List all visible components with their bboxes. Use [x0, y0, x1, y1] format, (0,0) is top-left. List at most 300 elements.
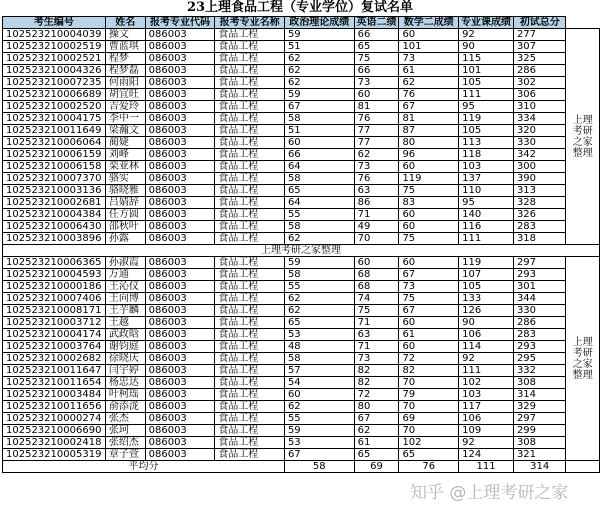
table-row	[3, 425, 600, 437]
table-cell: 086003	[145, 401, 215, 413]
table-cell: 58	[284, 113, 354, 125]
candidate-id-cell: 102523210011656	[3, 401, 106, 413]
table-cell: 77	[354, 137, 399, 149]
name-cell: 王越	[105, 317, 145, 329]
table-cell: 70	[399, 401, 459, 413]
table-cell: 59	[284, 89, 354, 101]
table-cell: 66	[284, 149, 354, 161]
table-cell: 086003	[145, 209, 215, 221]
table-cell: 115	[459, 53, 514, 65]
table-row	[3, 281, 600, 293]
table-cell: 71	[354, 341, 399, 353]
table-cell: 食品工程	[215, 65, 285, 77]
table-cell: 53	[284, 329, 354, 341]
table-row	[3, 341, 600, 353]
name-cell: 操文	[105, 29, 145, 41]
name-cell: 吕婧辞	[105, 197, 145, 209]
table-cell: 食品工程	[215, 269, 285, 281]
table-row	[3, 293, 600, 305]
table-row	[3, 161, 600, 173]
table-cell: 80	[399, 137, 459, 149]
table-cell: 086003	[145, 77, 215, 89]
table-cell: 63	[354, 185, 399, 197]
table-cell: 111	[459, 89, 514, 101]
table-cell: 60	[284, 389, 354, 401]
table-cell: 342	[513, 149, 566, 161]
table-cell: 67	[399, 269, 459, 281]
average-value-cell: 111	[459, 461, 514, 473]
table-cell: 60	[399, 161, 459, 173]
table-cell: 69	[399, 413, 459, 425]
table-cell: 62	[284, 293, 354, 305]
table-cell: 食品工程	[215, 425, 285, 437]
name-cell: 闫宇婷	[105, 365, 145, 377]
candidate-id-cell: 102523210004593	[3, 269, 106, 281]
table-cell: 086003	[145, 449, 215, 461]
table-cell: 55	[284, 413, 354, 425]
document-title: 23上理食品工程（专业学位）复试名单	[186, 0, 414, 15]
table-row	[3, 101, 600, 113]
candidate-id-cell: 102523210000186	[3, 281, 106, 293]
name-cell: 章子萱	[105, 449, 145, 461]
table-cell: 95	[459, 197, 514, 209]
table-cell: 73	[354, 161, 399, 173]
candidate-id-cell: 102523210004384	[3, 209, 106, 221]
table-cell: 62	[284, 65, 354, 77]
table-row	[3, 377, 600, 389]
table-cell: 75	[399, 293, 459, 305]
candidate-id-cell: 102523210011647	[3, 365, 106, 377]
side-note-text: 考研	[572, 125, 593, 137]
table-cell: 086003	[145, 305, 215, 317]
candidate-id-cell: 102523210006689	[3, 89, 106, 101]
candidate-id-cell: 102523210002418	[3, 437, 106, 449]
table-cell: 300	[513, 161, 566, 173]
table-cell: 食品工程	[215, 257, 285, 269]
table-row	[3, 137, 600, 149]
table-cell: 086003	[145, 29, 215, 41]
table-cell: 329	[513, 401, 566, 413]
table-cell: 49	[354, 221, 399, 233]
table-cell: 73	[354, 353, 399, 365]
table-cell: 食品工程	[215, 161, 285, 173]
table-cell: 086003	[145, 89, 215, 101]
table-cell: 390	[513, 173, 566, 185]
table-cell: 086003	[145, 101, 215, 113]
table-row	[3, 233, 600, 245]
table-cell: 食品工程	[215, 173, 285, 185]
candidate-id-cell: 102523210004326	[3, 65, 106, 77]
table-cell: 297	[513, 413, 566, 425]
table-cell: 111	[459, 365, 514, 377]
name-cell: 梁瀚文	[105, 125, 145, 137]
table-cell: 62	[284, 53, 354, 65]
table-cell: 食品工程	[215, 293, 285, 305]
table-cell: 116	[459, 221, 514, 233]
table-cell: 食品工程	[215, 29, 285, 41]
candidate-id-cell: 102523210011654	[3, 377, 106, 389]
table-cell: 58	[284, 173, 354, 185]
table-cell: 302	[513, 77, 566, 89]
table-cell: 293	[513, 341, 566, 353]
table-cell: 86	[354, 197, 399, 209]
table-cell: 086003	[145, 329, 215, 341]
table-cell: 286	[513, 317, 566, 329]
table-cell: 55	[284, 209, 354, 221]
table-cell: 306	[513, 89, 566, 101]
table-cell: 60	[399, 317, 459, 329]
table-row	[3, 317, 600, 329]
table-cell: 80	[354, 401, 399, 413]
table-cell: 299	[513, 425, 566, 437]
header-cell: 专业课成绩	[459, 17, 514, 29]
table-cell: 71	[354, 209, 399, 221]
table-cell: 77	[354, 125, 399, 137]
table-cell: 62	[284, 305, 354, 317]
candidate-id-cell: 102523210007406	[3, 293, 106, 305]
table-cell: 食品工程	[215, 53, 285, 65]
table-cell: 90	[459, 41, 514, 53]
table-cell: 105	[459, 77, 514, 89]
table-cell: 086003	[145, 113, 215, 125]
table-cell: 65	[284, 185, 354, 197]
side-note-text: 整理	[572, 147, 593, 159]
table-cell: 65	[354, 449, 399, 461]
table-cell: 086003	[145, 173, 215, 185]
table-cell: 食品工程	[215, 437, 285, 449]
table-cell: 58	[284, 221, 354, 233]
table-cell: 119	[459, 257, 514, 269]
table-cell: 103	[459, 161, 514, 173]
table-cell: 344	[513, 293, 566, 305]
table-cell: 67	[284, 449, 354, 461]
header-cell: 报考专业名称	[215, 17, 285, 29]
table-cell: 103	[459, 389, 514, 401]
table-cell: 51	[284, 41, 354, 53]
table-cell: 59	[284, 425, 354, 437]
table-cell: 60	[354, 257, 399, 269]
table-cell: 318	[513, 233, 566, 245]
candidate-id-cell: 102523210007235	[3, 77, 106, 89]
table-row	[3, 389, 600, 401]
header-cell: 初试总分	[513, 17, 566, 29]
table-cell: 086003	[145, 197, 215, 209]
table-cell: 65	[354, 41, 399, 53]
candidate-id-cell: 102523210004175	[3, 113, 106, 125]
table-cell: 82	[354, 377, 399, 389]
table-cell: 62	[284, 401, 354, 413]
table-cell: 086003	[145, 377, 215, 389]
average-label: 平均分	[3, 461, 285, 473]
table-cell: 102	[399, 437, 459, 449]
table-cell: 92	[459, 353, 514, 365]
table-cell: 72	[399, 353, 459, 365]
table-cell: 64	[284, 161, 354, 173]
average-value-cell: 76	[399, 461, 459, 473]
table-cell: 60	[354, 89, 399, 101]
table-row	[3, 365, 600, 377]
name-cell: 蔺婕	[105, 137, 145, 149]
table-cell: 70	[399, 425, 459, 437]
table-cell: 67	[354, 413, 399, 425]
table-cell: 314	[513, 389, 566, 401]
table-cell: 114	[459, 341, 514, 353]
separator-text: 上理考研之家整理	[3, 245, 600, 257]
name-cell: 胡宜旺	[105, 89, 145, 101]
table-cell: 95	[459, 101, 514, 113]
table-cell: 107	[459, 269, 514, 281]
candidate-id-cell: 102523210006159	[3, 149, 106, 161]
side-note-cell	[566, 257, 600, 461]
table-cell: 62	[284, 77, 354, 89]
table-cell: 325	[513, 53, 566, 65]
table-cell: 71	[354, 317, 399, 329]
table-cell: 086003	[145, 317, 215, 329]
table-cell: 食品工程	[215, 77, 285, 89]
table-cell: 54	[284, 377, 354, 389]
table-cell: 297	[513, 257, 566, 269]
candidate-id-cell: 102523210005319	[3, 449, 106, 461]
table-cell: 086003	[145, 293, 215, 305]
name-cell: 吉爱玲	[105, 101, 145, 113]
table-cell: 308	[513, 437, 566, 449]
name-cell: 曹蓝琪	[105, 41, 145, 53]
average-row	[3, 461, 600, 473]
table-cell: 73	[399, 53, 459, 65]
table-cell: 食品工程	[215, 233, 285, 245]
table-cell: 102	[459, 377, 514, 389]
table-cell: 310	[513, 101, 566, 113]
header-cell: 考生编号	[3, 17, 106, 29]
table-row	[3, 125, 600, 137]
table-cell: 73	[354, 77, 399, 89]
candidate-id-cell: 102523210003712	[3, 317, 106, 329]
table-cell: 81	[354, 101, 399, 113]
table-row	[3, 113, 600, 125]
table-cell: 68	[354, 281, 399, 293]
table-cell: 58	[284, 353, 354, 365]
table-cell: 75	[399, 185, 459, 197]
table-cell: 75	[399, 233, 459, 245]
table-row	[3, 437, 600, 449]
table-row	[3, 269, 600, 281]
table-cell: 48	[284, 341, 354, 353]
name-cell: 谢钧庭	[105, 341, 145, 353]
name-cell: 程梦磊	[105, 65, 145, 77]
table-row	[3, 173, 600, 185]
table-row	[3, 89, 600, 101]
candidate-id-cell: 102523210002521	[3, 53, 106, 65]
side-note-cell	[566, 29, 600, 245]
table-cell: 321	[513, 449, 566, 461]
table-cell: 食品工程	[215, 197, 285, 209]
side-note-text: 之家	[572, 136, 593, 148]
table-cell: 63	[354, 329, 399, 341]
table-cell: 食品工程	[215, 149, 285, 161]
table-cell: 105	[459, 125, 514, 137]
table-row	[3, 449, 600, 461]
table-cell: 086003	[145, 365, 215, 377]
table-cell: 301	[513, 281, 566, 293]
candidate-id-cell: 102523210006430	[3, 221, 106, 233]
table-cell: 64	[284, 197, 354, 209]
table-cell: 60	[284, 137, 354, 149]
table-cell: 086003	[145, 125, 215, 137]
table-cell: 食品工程	[215, 209, 285, 221]
header-cell: 政治理论成绩	[284, 17, 354, 29]
table-cell: 食品工程	[215, 353, 285, 365]
header-row	[3, 17, 600, 29]
admission-table	[2, 16, 600, 473]
table-cell: 62	[399, 77, 459, 89]
table-row	[3, 185, 600, 197]
name-cell: 孙露	[105, 233, 145, 245]
table-cell: 76	[354, 173, 399, 185]
table-cell: 87	[399, 125, 459, 137]
table-cell: 75	[354, 53, 399, 65]
table-cell: 293	[513, 269, 566, 281]
table-cell: 食品工程	[215, 317, 285, 329]
table-cell: 332	[513, 365, 566, 377]
table-cell: 117	[459, 401, 514, 413]
table-cell: 55	[284, 281, 354, 293]
table-cell: 334	[513, 113, 566, 125]
name-cell: 孙淑霞	[105, 257, 145, 269]
name-cell: 徐晓庆	[105, 353, 145, 365]
table-cell: 72	[354, 389, 399, 401]
candidate-id-cell: 102523210004039	[3, 29, 106, 41]
table-cell: 086003	[145, 53, 215, 65]
table-cell: 食品工程	[215, 125, 285, 137]
table-cell: 67	[399, 101, 459, 113]
table-cell: 086003	[145, 257, 215, 269]
table-row	[3, 41, 600, 53]
table-body	[3, 17, 600, 473]
table-cell: 食品工程	[215, 329, 285, 341]
table-cell: 食品工程	[215, 41, 285, 53]
table-cell: 92	[459, 437, 514, 449]
table-cell: 食品工程	[215, 305, 285, 317]
table-row	[3, 329, 600, 341]
candidate-id-cell: 102523210003484	[3, 389, 106, 401]
header-cell: 数学二成绩	[399, 17, 459, 29]
table-cell: 086003	[145, 185, 215, 197]
table-cell: 330	[513, 305, 566, 317]
table-cell: 106	[459, 413, 514, 425]
candidate-id-cell: 102523210003896	[3, 233, 106, 245]
table-cell: 51	[284, 125, 354, 137]
table-row	[3, 221, 600, 233]
table-cell: 124	[459, 449, 514, 461]
table-cell: 59	[284, 257, 354, 269]
header-cell: 报考专业代码	[145, 17, 215, 29]
watermark-text: 知乎 @上理考研之家	[410, 483, 569, 503]
table-cell: 295	[513, 353, 566, 365]
table-cell: 61	[354, 437, 399, 449]
side-note-text: 上理	[572, 114, 593, 126]
name-cell: 张绍杰	[105, 437, 145, 449]
table-cell: 76	[399, 89, 459, 101]
table-cell: 086003	[145, 389, 215, 401]
table-cell: 食品工程	[215, 401, 285, 413]
table-cell: 313	[513, 185, 566, 197]
table-cell: 60	[399, 341, 459, 353]
name-cell: 叶柯瑶	[105, 389, 145, 401]
table-cell: 086003	[145, 41, 215, 53]
table-cell: 61	[399, 329, 459, 341]
table-cell: 086003	[145, 353, 215, 365]
table-cell: 66	[354, 65, 399, 77]
side-note-text: 上理	[572, 336, 593, 348]
candidate-id-cell: 102523210006365	[3, 257, 106, 269]
table-cell: 277	[513, 29, 566, 41]
candidate-id-cell: 102523210002682	[3, 353, 106, 365]
side-note-text: 之家	[572, 358, 593, 370]
header-cell: 英语二绩	[354, 17, 399, 29]
table-cell: 086003	[145, 269, 215, 281]
name-cell: 栾亚林	[105, 161, 145, 173]
table-cell: 60	[399, 257, 459, 269]
table-cell: 食品工程	[215, 89, 285, 101]
table-cell: 086003	[145, 137, 215, 149]
table-cell: 60	[399, 221, 459, 233]
name-cell: 俞添泷	[105, 401, 145, 413]
table-cell: 83	[399, 197, 459, 209]
table-cell: 食品工程	[215, 101, 285, 113]
name-cell: 李中一	[105, 113, 145, 125]
table-cell: 67	[284, 101, 354, 113]
table-cell: 086003	[145, 221, 215, 233]
table-cell: 086003	[145, 437, 215, 449]
table-cell: 65	[284, 317, 354, 329]
candidate-id-cell: 102523210000274	[3, 413, 106, 425]
table-row	[3, 401, 600, 413]
name-cell: 万通	[105, 269, 145, 281]
table-cell: 62	[284, 233, 354, 245]
table-cell: 086003	[145, 161, 215, 173]
table-cell: 61	[399, 65, 459, 77]
table-cell: 086003	[145, 281, 215, 293]
table-cell: 119	[459, 113, 514, 125]
table-cell: 283	[513, 329, 566, 341]
table-row	[3, 305, 600, 317]
table-cell: 59	[284, 29, 354, 41]
table-cell: 106	[459, 329, 514, 341]
name-cell: 王向博	[105, 293, 145, 305]
table-cell: 食品工程	[215, 413, 285, 425]
table-cell: 133	[459, 293, 514, 305]
table-cell: 57	[284, 365, 354, 377]
table-cell: 113	[459, 137, 514, 149]
candidate-id-cell: 102523210007370	[3, 173, 106, 185]
separator-row	[3, 245, 600, 257]
table-cell: 308	[513, 377, 566, 389]
table-cell: 283	[513, 221, 566, 233]
name-cell: 王芋麟	[105, 305, 145, 317]
table-cell: 086003	[145, 65, 215, 77]
table-cell: 73	[399, 281, 459, 293]
side-note-text: 整理	[572, 369, 593, 381]
table-cell: 74	[354, 293, 399, 305]
table-cell: 60	[399, 209, 459, 221]
name-cell: 邵秋叶	[105, 221, 145, 233]
table-cell: 食品工程	[215, 365, 285, 377]
table-cell: 62	[354, 425, 399, 437]
name-cell: 武政晗	[105, 329, 145, 341]
table-row	[3, 53, 600, 65]
table-cell: 119	[399, 173, 459, 185]
table-cell: 68	[354, 269, 399, 281]
